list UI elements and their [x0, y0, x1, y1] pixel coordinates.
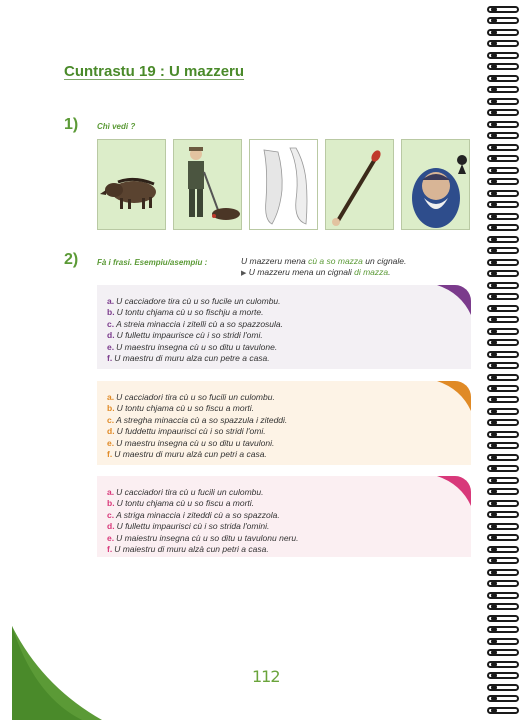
- sentence-item: [107, 319, 283, 330]
- sentence-item: [107, 438, 287, 449]
- spiral-ring: [487, 546, 519, 553]
- spiral-ring: [487, 167, 519, 174]
- sentences-box-pink: [97, 476, 471, 557]
- spiral-ring: [487, 190, 519, 197]
- sentence-item: [107, 510, 298, 521]
- spiral-ring: [487, 580, 519, 587]
- spiral-ring: [487, 638, 519, 645]
- spiral-ring: [487, 75, 519, 82]
- sentence-item: [107, 544, 298, 555]
- sentence-item: [107, 353, 283, 364]
- hunter-image: [173, 139, 242, 230]
- spiral-ring: [487, 569, 519, 576]
- sentence-text: U fullettu impaurisce cù i so stridi l'omi.: [116, 330, 263, 341]
- sentence-text: U maestru insegna cù u so ditu u tavuloni.: [116, 437, 275, 448]
- sentence-letter: e.: [107, 437, 115, 448]
- spiral-ring: [487, 293, 519, 300]
- spiral-ring: [487, 695, 519, 702]
- sentence-text: A streia minaccia i zitelli cù a so spazzosula.: [116, 318, 284, 329]
- ghost-image: [249, 139, 318, 230]
- sentence-text: U maestru di muru alzà cun petri a casa.: [114, 449, 267, 460]
- spiral-ring: [487, 52, 519, 59]
- sentence-letter: d.: [107, 330, 115, 341]
- sentence-letter: f.: [107, 544, 113, 555]
- spiral-ring: [487, 6, 519, 13]
- spiral-ring: [487, 672, 519, 679]
- sentence-letter: e.: [107, 341, 115, 352]
- spiral-ring: [487, 431, 519, 438]
- sentences-box-orange: [97, 381, 471, 465]
- spiral-ring: [487, 362, 519, 369]
- sentence-text: U cacciadore tira cù u so fucile un culombu.: [116, 296, 281, 306]
- green-corner-decoration: [12, 626, 102, 720]
- sentence-list: [107, 296, 283, 364]
- sentence-text: U maiestru di muru alzà cun petri a casa.: [114, 544, 269, 555]
- sentence-letter: e.: [107, 532, 115, 543]
- spiral-ring: [487, 121, 519, 128]
- spiral-ring: [487, 557, 519, 564]
- spiral-ring: [487, 29, 519, 36]
- spiral-ring: [487, 282, 519, 289]
- corner-purple-tab: [431, 285, 471, 315]
- spiral-ring: [487, 500, 519, 507]
- spiral-ring: [487, 511, 519, 518]
- sentence-item: [107, 426, 287, 437]
- exercise-1-number: 1): [64, 116, 79, 133]
- sentence-item: [107, 449, 287, 460]
- sentence-letter: a.: [107, 296, 115, 306]
- club-image: [325, 139, 394, 230]
- spiral-ring: [487, 534, 519, 541]
- example-line-2: ▶ U mazzeru mena un cignali di mazza.: [241, 267, 391, 277]
- sentences-box-purple: [97, 285, 471, 369]
- spiral-ring: [487, 224, 519, 231]
- spiral-ring: [487, 396, 519, 403]
- spiral-ring: [487, 626, 519, 633]
- spiral-ring: [487, 454, 519, 461]
- page-title: Cuntrastu 19 : U mazzeru: [64, 63, 245, 80]
- sentence-letter: c.: [107, 318, 115, 329]
- sentence-text: U maestru insegna cù u so ditu u tavulone.: [116, 341, 278, 352]
- exercise-2-instruction: Fà i frasi. Esempiu/asempiu :: [97, 258, 208, 267]
- triangle-arrow-icon: ▶: [241, 270, 247, 277]
- example-sentences: [241, 256, 406, 279]
- sentence-text: U tontu chjama cù u so fiscu a morti.: [116, 403, 255, 414]
- spiral-ring: [487, 259, 519, 266]
- spiral-ring: [487, 98, 519, 105]
- sentence-item: [107, 403, 287, 414]
- spiral-binding: [483, 6, 523, 714]
- corner-orange-tab: [431, 381, 471, 411]
- spiral-ring: [487, 247, 519, 254]
- example-line-1: U mazzeru mena cù a so mazza un cignale.: [241, 256, 407, 266]
- spiral-ring: [487, 40, 519, 47]
- sentence-text: U cacciadori tira cù u fucili un culombu.: [116, 487, 264, 497]
- sentence-text: U tontu chjama cù u so fiscu a morti.: [116, 498, 255, 509]
- sentence-text: U cacciadori tira cù u so fucili un culombu.: [116, 392, 275, 402]
- spiral-ring: [487, 477, 519, 484]
- spiral-ring: [487, 684, 519, 691]
- sentence-text: A striga minaccia i ziteddi cù a so spazzola.: [116, 509, 280, 520]
- spiral-ring: [487, 236, 519, 243]
- wild-boar-image: [97, 139, 166, 230]
- exercise-2-number: 2): [64, 251, 79, 268]
- sentence-text: U maiestru insegna cù u so ditu u tavulonu neru.: [116, 532, 299, 543]
- spiral-ring: [487, 213, 519, 220]
- spiral-ring: [487, 408, 519, 415]
- sentence-letter: f.: [107, 353, 113, 364]
- sentence-item: [107, 498, 298, 509]
- spiral-ring: [487, 86, 519, 93]
- spiral-ring: [487, 270, 519, 277]
- spiral-ring: [487, 603, 519, 610]
- spiral-ring: [487, 442, 519, 449]
- sentence-text: A stregha minaccia cù a so spazzula i ziteddi.: [116, 414, 288, 425]
- sentence-letter: f.: [107, 449, 113, 460]
- sentence-item: [107, 296, 283, 307]
- picture-row: [97, 139, 470, 230]
- spiral-ring: [487, 374, 519, 381]
- spiral-ring: [487, 707, 519, 714]
- sentence-item: [107, 330, 283, 341]
- sentence-item: [107, 487, 298, 498]
- sentence-letter: c.: [107, 509, 115, 520]
- spiral-ring: [487, 132, 519, 139]
- spiral-ring: [487, 178, 519, 185]
- sentence-text: U fuddettu impaurisci cù i so stridi l'omi.: [116, 426, 266, 437]
- spiral-ring: [487, 17, 519, 24]
- page-number: 112: [252, 667, 280, 686]
- spiral-ring: [487, 328, 519, 335]
- spiral-ring: [487, 523, 519, 530]
- sentence-letter: a.: [107, 487, 115, 497]
- spiral-ring: [487, 615, 519, 622]
- spiral-ring: [487, 419, 519, 426]
- sentence-letter: d.: [107, 426, 115, 437]
- witch-image: [401, 139, 470, 230]
- spiral-ring: [487, 63, 519, 70]
- spiral-ring: [487, 316, 519, 323]
- sentence-letter: a.: [107, 392, 115, 402]
- sentence-item: [107, 307, 283, 318]
- sentence-letter: b.: [107, 498, 115, 509]
- sentence-letter: b.: [107, 403, 115, 414]
- sentence-list: [107, 487, 298, 555]
- sentence-text: U tontu chjama cù u so fischju a morte.: [116, 307, 264, 318]
- spiral-ring: [487, 385, 519, 392]
- spiral-ring: [487, 592, 519, 599]
- sentence-letter: c.: [107, 414, 115, 425]
- sentence-text: U maestru di muru alza cun petre a casa.: [114, 353, 270, 364]
- sentence-letter: d.: [107, 521, 115, 532]
- sentence-item: [107, 342, 283, 353]
- sentence-item: [107, 521, 298, 532]
- spiral-ring: [487, 488, 519, 495]
- spiral-ring: [487, 351, 519, 358]
- spiral-ring: [487, 109, 519, 116]
- spiral-ring: [487, 155, 519, 162]
- sentence-item: [107, 533, 298, 544]
- spiral-ring: [487, 661, 519, 668]
- sentence-item: [107, 392, 287, 403]
- spiral-ring: [487, 339, 519, 346]
- spiral-ring: [487, 649, 519, 656]
- sentence-letter: b.: [107, 307, 115, 318]
- sentence-text: U fullettu impaurisci cù i so strida l'omini.: [116, 521, 270, 532]
- spiral-ring: [487, 201, 519, 208]
- sentence-item: [107, 415, 287, 426]
- exercise-1-instruction: Chì vedi ?: [97, 122, 136, 131]
- corner-pink-tab: [431, 476, 471, 506]
- sentence-list: [107, 392, 287, 460]
- spiral-ring: [487, 144, 519, 151]
- spiral-ring: [487, 465, 519, 472]
- spiral-ring: [487, 305, 519, 312]
